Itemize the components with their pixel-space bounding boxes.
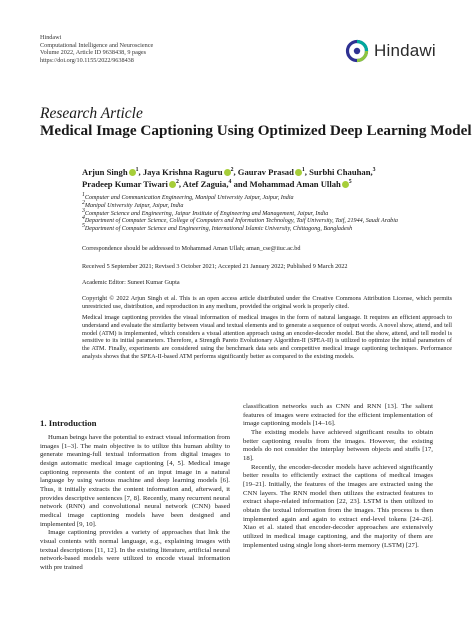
author-list: Arjun Singh $^1$, Jaya Krishna Raguru $^2$, Gaurav Prasad $^1$, Surbhi Chauhan,$^3$ Pradeep Kumar Tiwari $^2$, Atef Zaguia,$^4$ and Mohammad Aman Ullah $^5$ bbox=[82, 167, 376, 189]
orcid-icon[interactable] bbox=[129, 169, 136, 176]
orcid-icon[interactable] bbox=[224, 169, 231, 176]
affiliation bbox=[82, 199, 452, 211]
affiliation-sup: 1 bbox=[82, 192, 85, 198]
publication-dates: Received 5 September 2021; Revised 3 October 2021; Accepted 21 January 2022; Published 9 March 2022 bbox=[82, 263, 348, 270]
affiliation-sup: 2 bbox=[82, 199, 85, 206]
affiliation-list bbox=[82, 192, 452, 234]
affiliation bbox=[82, 223, 452, 234]
orcid-icon[interactable] bbox=[169, 181, 176, 188]
body-column-right bbox=[243, 403, 433, 550]
journal-meta bbox=[40, 34, 153, 64]
author-name[interactable]: Jaya Krishna Raguru bbox=[142, 167, 223, 177]
affiliation-sup: 5 bbox=[82, 223, 85, 230]
paper-title: Medical Image Captioning Using Optimized Deep Learning Model bbox=[40, 122, 472, 139]
affiliation-text: Manipal University Jaipur, Jaipur, India bbox=[84, 202, 184, 209]
paragraph: Recently, the encoder-decoder models have achieved significantly better results to efficiently extract the captions of medical images [19–21]. Initially, the features of the images are extracted using the CNN layers. The RNN model then utilizes the extracted features to extract shape-related information [22, 23]. LSTM is then utilized to obtain the textual information from the images. This process is then implemented again and again to extract end-level tokens [24–26]. Xiao et al. stated that encoder-decoder approaches are extensively utilized in medical image captioning, and the majority of them are implemented using single long short-term memory (LSTM) [27]. bbox=[243, 463, 433, 549]
author-name[interactable]: Gaurav Prasad bbox=[237, 167, 294, 177]
logo-text: Hindawi bbox=[374, 41, 436, 60]
author-name[interactable]: Pradeep Kumar Tiwari bbox=[82, 179, 168, 189]
author-name[interactable]: and Mohammad Aman Ullah bbox=[233, 179, 341, 189]
journal-name: Computational Intelligence and Neuroscience bbox=[40, 41, 154, 49]
volume-line: Volume 2022, Article ID 9638438, 9 pages bbox=[40, 49, 147, 57]
hindawi-logo[interactable] bbox=[344, 38, 436, 64]
author-affil-sup: 4 bbox=[228, 179, 232, 186]
body-column-left bbox=[40, 434, 230, 573]
author-name[interactable]: Surbhi Chauhan, bbox=[309, 167, 373, 177]
orcid-icon[interactable] bbox=[342, 181, 349, 188]
author-name[interactable]: Arjun Singh bbox=[82, 167, 128, 177]
section-heading: 1. Introduction bbox=[40, 418, 97, 428]
doi-link[interactable]: https://doi.org/10.1155/2022/9638438 bbox=[40, 56, 134, 64]
affiliation-text: Department of Computer Science and Engineering, International Islamic University, Chittagong, Bangladesh bbox=[84, 226, 353, 233]
copyright-notice: Copyright © 2022 Arjun Singh et al. This is an open access article distributed under the Creative Commons Attribution License, which permits unrestricted use, distribution, and reproduction in any medium, provided the original work is properly cited. bbox=[82, 295, 452, 310]
author-affil-sup: 1 bbox=[135, 167, 139, 174]
paragraph: Image captioning provides a variety of approaches that link the visual contents with normal language, e.g., explaining images with textual descriptions [11, 12]. In the existing literature, artificial neural network-based models were utilized to encode visual information with pre trained bbox=[40, 529, 230, 571]
affiliation-text: Department of Computer Science, College of Computers and Information Technology, Taif University, Taif, 21944, Saudi Arabia bbox=[84, 218, 398, 225]
affiliation-text: Computer and Communication Engineering, Manipal University Jaipur, Jaipur, India bbox=[84, 195, 294, 202]
affiliation-text: Computer Science and Engineering, Jaipur Institute of Engineering and Management, Jaipur, India bbox=[84, 210, 329, 217]
author-affil-sup: 1 bbox=[301, 167, 305, 174]
author-affil-sup: 5 bbox=[348, 179, 352, 186]
author-name[interactable]: Atef Zaguia, bbox=[182, 179, 229, 189]
affiliation bbox=[82, 192, 452, 203]
academic-editor: Academic Editor: Suneet Kumar Gupta bbox=[82, 279, 180, 286]
affiliation-sup: 4 bbox=[82, 215, 85, 222]
publisher-name: Hindawi bbox=[40, 34, 62, 41]
orcid-icon[interactable] bbox=[295, 169, 302, 176]
author-affil-sup: 2 bbox=[230, 167, 234, 174]
affiliation-sup: 3 bbox=[82, 207, 85, 214]
paragraph: The existing models have achieved significant results to obtain better captioning results from the images. However, the existing models do not consider the interplay between objects and stuffs [17, 18]. bbox=[243, 428, 433, 462]
author-affil-sup: 2 bbox=[175, 179, 179, 186]
hindawi-logo-icon bbox=[344, 38, 370, 64]
abstract: Medical image captioning provides the visual information of medical images in the form of natural language. It requires an efficient approach to understand and evaluate the similarity between visual and textual elements and to generate a sequence of output words. A novel show, attend, and tell model (ATM) is implemented, which considers a visual attention approach using an encoder-decoder model. But the show, attend, and tell model is sensitive to its initial parameters. Therefore, a Strength Pareto Evolutionary Algorithm-II (SPEA-II) is utilized to optimize the initial parameters of the ATM. Finally, experiments are considered using the benchmark data sets and competitive medical image captioning techniques. Performance analysis shows that the SPEA-II-based ATM performs significantly better as compared to the existing models. bbox=[82, 314, 452, 360]
paragraph: classification networks such as CNN and RNN [13]. The salient features of images were extracted for the efficient implementation of image captioning models [14–16]. bbox=[243, 403, 433, 428]
article-type: Research Article bbox=[40, 105, 143, 122]
author-affil-sup: 3 bbox=[372, 167, 376, 174]
correspondence-line: Correspondence should be addressed to Mohammad Aman Ullah; aman_cse@iiuc.ac.bd bbox=[82, 245, 301, 252]
paragraph: Human beings have the potential to extract visual information from images [1–3]. The main objective is to utilize this human ability to generate meaning-full textual information from digital images to design automatic medical image captioning [4, 5]. Medical image captioning represents the content of an input image in a natural language by using various machine and deep learning models [6]. Thus, it initially extracts the content information and, afterward, it provides descriptive sentences [7, 8]. Recently, many recurrent neural network (RNN) and convolutional neural network (CNN) based medical image captioning models have been designed and implemented [9, 10]. bbox=[40, 434, 231, 528]
